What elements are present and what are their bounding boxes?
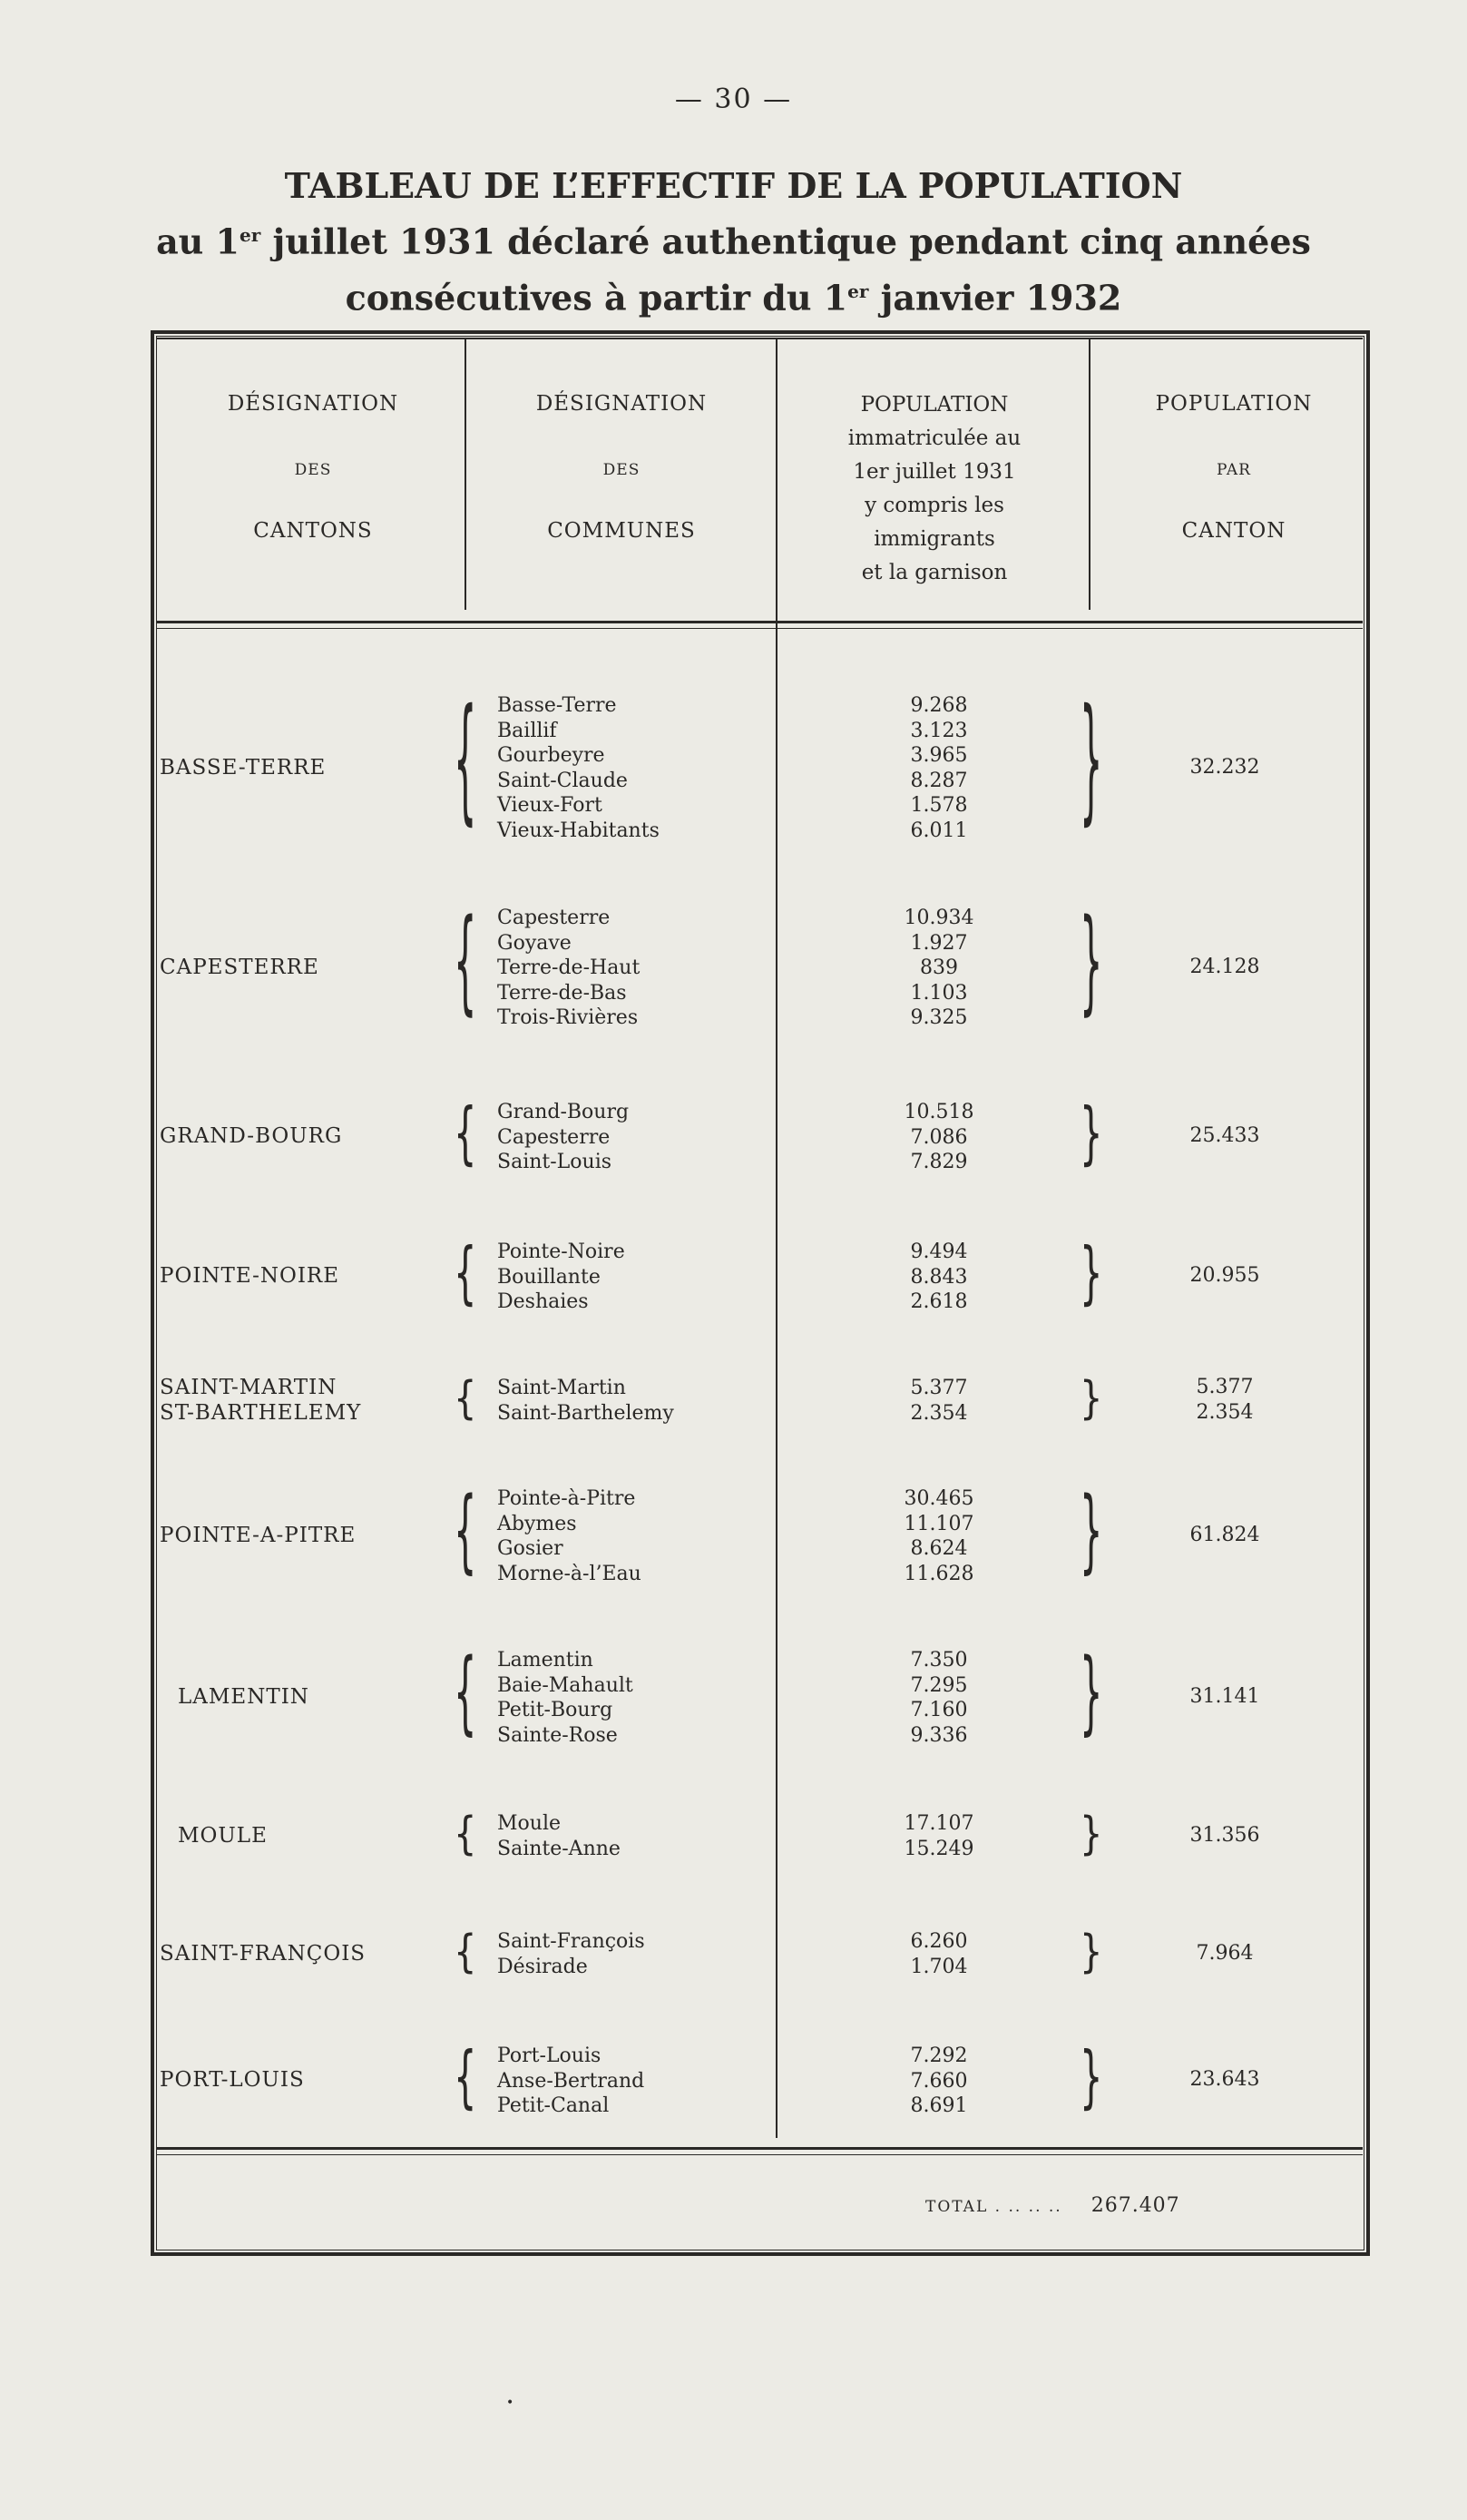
title-line-3: consécutives à partir du 1er janvier 1932 — [345, 277, 1122, 319]
commune-population: 6.011 — [910, 819, 968, 842]
brace-left-icon: { — [454, 1808, 477, 1860]
brace-left-icon: { — [454, 1926, 477, 1978]
brace-left-icon: { — [454, 2038, 477, 2117]
commune-population: 8.691 — [910, 2094, 968, 2117]
commune-name: Saint-Louis — [497, 1151, 612, 1173]
commune-name: Pointe-à-Pitre — [497, 1487, 636, 1510]
canton-name: POINTE-NOIRE — [160, 1264, 340, 1289]
canton-name: BASSE-TERRE — [160, 755, 327, 780]
header-population-line1: POPULATION — [860, 393, 1009, 417]
canton-total: 32.232 — [1189, 755, 1260, 779]
commune-population: 7.350 — [910, 1649, 968, 1672]
canton-total: 7.964 — [1196, 1941, 1254, 1965]
brace-right-icon: } — [1080, 1808, 1103, 1860]
canton-name: SAINT-FRANÇOIS — [160, 1941, 367, 1966]
commune-population: 17.107 — [904, 1812, 974, 1835]
canton-total: 5.377 — [1196, 1376, 1254, 1398]
communes-list — [497, 1376, 769, 1426]
header-bottom-rule-2 — [156, 628, 1363, 629]
commune-population: 8.287 — [910, 769, 968, 792]
commune-populations — [853, 2044, 1025, 2119]
commune-population: 7.829 — [910, 1151, 968, 1173]
commune-population: 9.325 — [910, 1006, 968, 1029]
canton-name-2: ST-BARTHELEMY — [160, 1400, 362, 1425]
commune-population: 30.465 — [904, 1487, 974, 1510]
title-line-1: TABLEAU DE L’EFFECTIF DE LA POPULATION — [284, 165, 1183, 206]
commune-population: 6.260 — [910, 1930, 968, 1953]
commune-name: Pointe-Noire — [497, 1240, 625, 1263]
header-communes-line2: DES — [602, 461, 641, 479]
commune-name: Terre-de-Haut — [497, 956, 641, 979]
commune-name: Deshaies — [497, 1290, 589, 1313]
communes-list — [497, 1929, 769, 1979]
commune-name: Gourbeyre — [497, 744, 605, 767]
brace-right-icon: } — [1080, 1926, 1103, 1978]
canton-total: 31.141 — [1189, 1685, 1260, 1708]
commune-population: 3.123 — [910, 719, 968, 742]
commune-name: Petit-Bourg — [497, 1699, 613, 1721]
total-top-rule-2 — [156, 2154, 1363, 2155]
commune-populations — [853, 693, 1025, 843]
canton-name: MOULE — [178, 1823, 268, 1848]
canton-total: 24.128 — [1189, 955, 1260, 978]
commune-population: 1.927 — [910, 931, 968, 955]
col-rule-right — [1368, 338, 1370, 2252]
commune-populations — [853, 1240, 1025, 1315]
commune-population: 7.086 — [910, 1125, 968, 1149]
header-cantons-line2: DES — [294, 461, 332, 479]
title-line-2: au 1er juillet 1931 déclaré authentique pendant cinq années — [156, 221, 1311, 262]
commune-population: 7.160 — [910, 1699, 968, 1721]
brace-right-icon: } — [1080, 1641, 1103, 1746]
commune-population: 1.103 — [910, 981, 968, 1005]
canton-name: POINTE-A-PITRE — [160, 1524, 357, 1547]
commune-name: Anse-Bertrand — [497, 2069, 645, 2093]
canton-name: GRAND-BOURG — [160, 1124, 343, 1149]
commune-population: 2.618 — [910, 1290, 968, 1313]
commune-name: Grand-Bourg — [497, 1101, 630, 1123]
header-cantons-line3: CANTONS — [253, 519, 373, 543]
commune-population: 8.843 — [910, 1265, 968, 1289]
commune-name: Saint-François — [497, 1930, 645, 1953]
brace-left-icon: { — [454, 1234, 477, 1313]
commune-name: Abymes — [497, 1512, 577, 1535]
commune-population: 10.934 — [904, 907, 974, 929]
communes-list — [497, 906, 769, 1031]
commune-name: Capesterre — [497, 907, 611, 929]
header-canton-pop-line3: CANTON — [1181, 519, 1286, 543]
brace-right-icon: } — [1080, 897, 1103, 1028]
commune-name: Saint-Martin — [497, 1377, 626, 1399]
brace-right-icon: } — [1080, 1234, 1103, 1313]
commune-populations — [853, 1811, 1025, 1861]
brace-right-icon: } — [1080, 682, 1103, 840]
commune-name: Petit-Canal — [497, 2094, 610, 2117]
brace-right-icon: } — [1080, 1479, 1103, 1584]
header-population-line2: immatriculée au — [847, 427, 1022, 450]
total-top-rule — [156, 2147, 1363, 2150]
brace-left-icon: { — [454, 897, 477, 1028]
page-title — [0, 162, 1467, 322]
header-population-line6: et la garnison — [861, 561, 1008, 584]
commune-name: Capesterre — [497, 1125, 611, 1149]
header-bottom-rule — [156, 621, 1363, 623]
commune-populations — [853, 906, 1025, 1031]
commune-populations — [853, 1100, 1025, 1175]
brace-right-icon: } — [1080, 2038, 1103, 2117]
commune-population: 2.354 — [910, 1401, 968, 1425]
commune-populations — [853, 1486, 1025, 1586]
commune-population: 9.336 — [910, 1723, 968, 1747]
commune-name: Baie-Mahault — [497, 1673, 633, 1697]
commune-name: Bouillante — [497, 1265, 601, 1289]
brace-left-icon: { — [454, 1641, 477, 1746]
commune-name: Port-Louis — [497, 2044, 601, 2067]
canton-total-2: 2.354 — [1196, 1400, 1254, 1424]
col-rule-3 — [1089, 338, 1090, 610]
commune-populations — [853, 1648, 1025, 1748]
commune-population: 1.704 — [910, 1955, 968, 1978]
commune-name: Sainte-Anne — [497, 1837, 621, 1860]
commune-name: Morne-à-l’Eau — [497, 1562, 641, 1585]
commune-name: Vieux-Fort — [497, 794, 602, 817]
canton-total: 25.433 — [1189, 1124, 1260, 1148]
commune-name: Basse-Terre — [497, 694, 617, 717]
col-rule-2 — [776, 338, 778, 2138]
header-communes-line1: DÉSIGNATION — [535, 392, 708, 416]
page-number: — 30 — — [674, 83, 793, 115]
commune-populations — [853, 1929, 1025, 1979]
commune-name: Baillif — [497, 719, 557, 742]
commune-name: Gosier — [497, 1537, 563, 1560]
header-cantons-line1: DÉSIGNATION — [227, 392, 399, 416]
canton-name: SAINT-MARTIN — [160, 1376, 337, 1399]
brace-left-icon: { — [454, 1372, 477, 1425]
header-communes-line3: COMMUNES — [547, 519, 696, 543]
commune-name: Lamentin — [497, 1649, 593, 1672]
canton-name: PORT-LOUIS — [160, 2068, 305, 2093]
total-label: TOTAL . .. .. .. — [925, 2198, 1062, 2216]
brace-left-icon: { — [454, 682, 477, 840]
col-rule-1 — [465, 338, 466, 610]
brace-right-icon: } — [1080, 1094, 1103, 1173]
brace-left-icon: { — [454, 1479, 477, 1584]
commune-population: 839 — [920, 956, 958, 979]
commune-population: 10.518 — [904, 1101, 974, 1123]
commune-name: Sainte-Rose — [497, 1723, 618, 1747]
header-canton-pop-line1: POPULATION — [1155, 392, 1313, 416]
commune-population: 7.295 — [910, 1673, 968, 1697]
canton-total: 61.824 — [1189, 1524, 1260, 1546]
commune-population: 8.624 — [910, 1537, 968, 1560]
commune-populations — [853, 1376, 1025, 1426]
communes-list — [497, 693, 769, 843]
commune-population: 9.268 — [910, 694, 968, 717]
communes-list — [497, 1486, 769, 1586]
commune-population: 9.494 — [910, 1240, 968, 1263]
header-communes — [481, 392, 762, 543]
canton-name: LAMENTIN — [178, 1685, 309, 1709]
header-top-rule — [156, 338, 1363, 339]
commune-name: Vieux-Habitants — [497, 819, 660, 842]
commune-population: 1.578 — [910, 794, 968, 817]
commune-population: 11.107 — [904, 1512, 974, 1535]
header-population-line4: y compris les — [865, 494, 1004, 517]
canton-name: CAPESTERRE — [160, 955, 319, 979]
commune-name: Trois-Rivières — [497, 1006, 639, 1029]
commune-population: 15.249 — [904, 1837, 974, 1860]
communes-list — [497, 2044, 769, 2119]
header-population — [789, 388, 1080, 590]
communes-list — [497, 1240, 769, 1315]
brace-right-icon: } — [1080, 1372, 1103, 1425]
commune-population: 3.965 — [910, 744, 968, 767]
canton-total: 31.356 — [1189, 1823, 1260, 1847]
commune-name: Désirade — [497, 1955, 588, 1978]
commune-name: Terre-de-Bas — [497, 981, 627, 1005]
header-population-canton — [1102, 392, 1365, 543]
commune-population: 7.660 — [910, 2069, 968, 2093]
grand-total-row — [925, 2194, 1180, 2217]
commune-population: 5.377 — [910, 1377, 968, 1399]
communes-list — [497, 1648, 769, 1748]
commune-name: Saint-Barthelemy — [497, 1401, 674, 1425]
stray-mark: • — [506, 2396, 514, 2410]
header-population-line5: immigrants — [874, 527, 995, 551]
brace-left-icon: { — [454, 1094, 477, 1173]
canton-total: 20.955 — [1189, 1264, 1260, 1288]
commune-name: Moule — [497, 1812, 561, 1835]
commune-population: 11.628 — [904, 1562, 974, 1585]
total-value: 267.407 — [1090, 2194, 1180, 2217]
commune-name: Saint-Claude — [497, 769, 628, 792]
commune-population: 7.292 — [910, 2044, 968, 2067]
header-canton-pop-line2: PAR — [1217, 461, 1251, 479]
canton-total: 23.643 — [1189, 2068, 1260, 2092]
communes-list — [497, 1811, 769, 1861]
header-cantons — [181, 392, 445, 543]
commune-name: Goyave — [497, 931, 572, 955]
communes-list — [497, 1100, 769, 1175]
header-population-line3: 1er juillet 1931 — [853, 460, 1016, 484]
